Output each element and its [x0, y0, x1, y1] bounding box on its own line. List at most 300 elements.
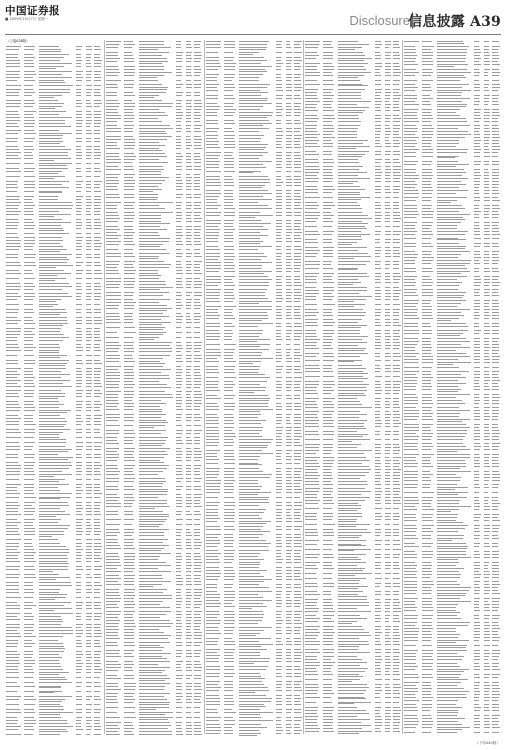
- text-line: [24, 377, 35, 378]
- text-line: [239, 167, 267, 168]
- text-line: [186, 494, 191, 495]
- text-line: [375, 460, 380, 461]
- text-line: [294, 235, 300, 236]
- text-line: [6, 566, 20, 567]
- text-line: [6, 120, 20, 121]
- text-line: [86, 270, 92, 271]
- text-line: [338, 414, 368, 415]
- text-line: [239, 259, 261, 260]
- text-line: [24, 505, 32, 506]
- text-line: [76, 660, 81, 661]
- text-line: [176, 548, 182, 549]
- text-line: [393, 360, 400, 361]
- text-line: [139, 433, 161, 434]
- text-line: [224, 279, 232, 280]
- text-line: [76, 429, 82, 430]
- text-line: [385, 287, 390, 288]
- text-line: [186, 106, 193, 107]
- text-line: [176, 322, 182, 323]
- text-line: [286, 641, 292, 642]
- text-line: [6, 92, 19, 93]
- text-line: [194, 539, 200, 540]
- text-line: [39, 301, 57, 302]
- text-line: [338, 460, 370, 461]
- text-line: [94, 508, 100, 509]
- text-line: [139, 361, 161, 362]
- text-line: [176, 189, 182, 190]
- text-line: [385, 605, 390, 606]
- text-line: [24, 54, 32, 55]
- text-line: [239, 220, 262, 221]
- text-line: [39, 97, 55, 98]
- text-line: [139, 131, 165, 132]
- text-line: [139, 302, 159, 303]
- text-line: [305, 234, 320, 235]
- text-line: [239, 238, 260, 239]
- text-line: [86, 555, 93, 556]
- text-line: [39, 648, 66, 649]
- text-line: [294, 167, 300, 168]
- text-line: [6, 289, 20, 290]
- text-line: [375, 615, 380, 616]
- text-line: [338, 72, 372, 73]
- text-line: [385, 463, 390, 464]
- text-line: [474, 46, 479, 47]
- text-line: [6, 158, 21, 159]
- text-line: [323, 488, 333, 489]
- text-line: [224, 559, 234, 560]
- text-line: [86, 442, 92, 443]
- text-line: [186, 437, 191, 438]
- text-line: [239, 312, 268, 313]
- text-line: [176, 468, 182, 469]
- text-line: [393, 621, 399, 622]
- text-line: [124, 369, 133, 370]
- text-line: [39, 555, 67, 556]
- text-line: [239, 147, 267, 148]
- text-line: [106, 524, 120, 525]
- text-line: [375, 89, 382, 90]
- text-line: [194, 471, 200, 472]
- text-line: [39, 552, 69, 553]
- text-line: [106, 189, 118, 190]
- text-line: [139, 246, 161, 247]
- text-line: [385, 562, 392, 563]
- text-line: [305, 282, 317, 283]
- text-line: [294, 414, 301, 415]
- text-line: [286, 512, 291, 513]
- text-line: [276, 47, 282, 48]
- text-line: [186, 319, 192, 320]
- text-line: [39, 202, 73, 203]
- text-line: [139, 550, 161, 551]
- text-line: [6, 117, 20, 118]
- text-line: [294, 390, 300, 391]
- text-line: [224, 395, 234, 396]
- text-line: [124, 256, 135, 257]
- text-line: [224, 655, 232, 656]
- text-line: [86, 539, 92, 540]
- text-line: [393, 226, 400, 227]
- text-line: [294, 298, 301, 299]
- text-line: [375, 356, 380, 357]
- text-line: [86, 100, 91, 101]
- text-line: [474, 61, 479, 62]
- text-line: [39, 726, 74, 727]
- text-line: [276, 333, 281, 334]
- text-line: [206, 66, 221, 67]
- text-line: [286, 727, 292, 728]
- text-line: [124, 728, 134, 729]
- text-line: [393, 562, 399, 563]
- text-line: [139, 664, 159, 665]
- text-line: [176, 332, 182, 333]
- text-line: [94, 660, 100, 661]
- text-line: [6, 49, 19, 50]
- text-line: [106, 584, 121, 585]
- text-line: [385, 384, 392, 385]
- text-line: [305, 118, 319, 119]
- text-line: [139, 275, 162, 276]
- text-line: [176, 598, 182, 599]
- text-line: [206, 74, 219, 75]
- text-line: [186, 375, 191, 376]
- text-line: [393, 322, 399, 323]
- text-line: [186, 131, 191, 132]
- text-line: [194, 420, 200, 421]
- text-line: [239, 464, 262, 465]
- text-line: [76, 289, 82, 290]
- text-line: [106, 601, 120, 602]
- text-line: [224, 537, 233, 538]
- text-line: [176, 440, 182, 441]
- text-line: [139, 672, 162, 673]
- text-line: [39, 368, 66, 369]
- text-line: [24, 168, 35, 169]
- text-line: [224, 652, 234, 653]
- text-line: [276, 423, 281, 424]
- text-line: [206, 256, 220, 257]
- text-line: [86, 262, 93, 263]
- text-line: [106, 581, 118, 582]
- text-line: [124, 226, 133, 227]
- text-line: [385, 279, 390, 280]
- text-line: [294, 333, 301, 334]
- text-line: [305, 342, 317, 343]
- text-line: [6, 77, 20, 78]
- text-line: [86, 374, 92, 375]
- text-line: [176, 497, 182, 498]
- text-line: [86, 202, 93, 203]
- text-line: [94, 657, 100, 658]
- text-line: [338, 299, 366, 300]
- text-line: [139, 287, 173, 288]
- text-line: [224, 617, 234, 618]
- text-line: [338, 95, 361, 96]
- text-line: [206, 193, 221, 194]
- text-line: [338, 169, 360, 170]
- text-line: [6, 138, 18, 139]
- text-line: [86, 273, 92, 274]
- text-line: [6, 508, 18, 509]
- column-text-block: [106, 40, 202, 736]
- text-line: [294, 529, 300, 530]
- text-line: [305, 172, 319, 173]
- text-line: [206, 658, 219, 659]
- text-line: [186, 381, 191, 382]
- text-line: [194, 632, 202, 633]
- text-line: [76, 534, 82, 535]
- text-line: [24, 309, 33, 310]
- text-line: [194, 535, 200, 536]
- text-line: [124, 460, 134, 461]
- text-line: [375, 44, 382, 45]
- text-line: [375, 659, 382, 660]
- text-line: [276, 427, 283, 428]
- text-line: [94, 636, 100, 637]
- masthead: [0, 0, 506, 40]
- text-line: [186, 295, 191, 296]
- text-line: [39, 699, 65, 700]
- text-line: [385, 420, 391, 421]
- text-line: [176, 626, 182, 627]
- text-line: [286, 193, 291, 194]
- text-line: [6, 574, 20, 575]
- text-line: [393, 178, 400, 179]
- text-line: [94, 309, 101, 310]
- text-line: [176, 215, 182, 216]
- text-line: [393, 131, 399, 132]
- text-line: [39, 610, 55, 611]
- text-line: [323, 491, 333, 492]
- text-line: [6, 418, 21, 419]
- text-line: [24, 574, 35, 575]
- text-line: [86, 666, 92, 667]
- text-line: [94, 149, 100, 150]
- text-line: [385, 481, 390, 482]
- text-line: [86, 211, 91, 212]
- text-line: [139, 468, 167, 469]
- text-line: [176, 278, 182, 279]
- text-line: [6, 273, 21, 274]
- text-line: [323, 226, 332, 227]
- text-line: [224, 271, 235, 272]
- text-line: [375, 649, 381, 650]
- text-line: [338, 469, 372, 470]
- text-line: [393, 460, 398, 461]
- text-line: [286, 63, 292, 64]
- text-line: [206, 638, 219, 639]
- text-line: [385, 208, 391, 209]
- text-line: [375, 481, 380, 482]
- text-line: [106, 136, 121, 137]
- text-line: [276, 208, 282, 209]
- text-line: [6, 484, 21, 485]
- text-line: [323, 384, 334, 385]
- text-line: [338, 166, 363, 167]
- text-line: [139, 448, 171, 449]
- text-line: [393, 239, 400, 240]
- text-line: [286, 633, 291, 634]
- text-line: [124, 635, 134, 636]
- text-line: [176, 556, 182, 557]
- text-line: [385, 319, 391, 320]
- text-line: [39, 106, 63, 107]
- text-line: [286, 326, 293, 327]
- text-line: [139, 623, 173, 624]
- text-line: [94, 643, 100, 644]
- text-line: [39, 720, 67, 721]
- text-line: [375, 247, 381, 248]
- text-line: [94, 77, 101, 78]
- text-line: [305, 273, 319, 274]
- text-line: [106, 348, 119, 349]
- text-line: [239, 714, 261, 715]
- text-line: [76, 152, 82, 153]
- text-line: [393, 63, 399, 64]
- text-line: [393, 250, 399, 251]
- text-line: [276, 41, 282, 42]
- text-line: [338, 500, 365, 501]
- text-line: [106, 471, 120, 472]
- text-line: [94, 191, 101, 192]
- text-line: [139, 632, 165, 633]
- text-line: [206, 579, 218, 580]
- text-line: [176, 571, 181, 572]
- text-line: [124, 229, 133, 230]
- text-line: [305, 72, 320, 73]
- text-line: [86, 602, 93, 603]
- text-line: [194, 261, 202, 262]
- text-line: [186, 489, 192, 490]
- text-line: [338, 463, 363, 464]
- text-line: [393, 143, 400, 144]
- text-line: [124, 638, 134, 639]
- text-line: [338, 58, 372, 59]
- text-line: [186, 635, 192, 636]
- text-line: [393, 472, 400, 473]
- text-line: [286, 611, 293, 612]
- text-line: [106, 292, 121, 293]
- text-line: [206, 649, 220, 650]
- text-line: [39, 251, 61, 252]
- text-line: [393, 481, 399, 482]
- text-line: [323, 268, 333, 269]
- text-line: [194, 497, 201, 498]
- text-line: [286, 509, 291, 510]
- text-line: [286, 152, 292, 153]
- text-line: [305, 401, 316, 402]
- text-line: [338, 674, 359, 675]
- text-line: [6, 619, 20, 620]
- text-line: [194, 712, 200, 713]
- text-line: [385, 674, 390, 675]
- text-line: [176, 186, 182, 187]
- text-line: [338, 41, 359, 42]
- text-line: [176, 139, 181, 140]
- text-line: [393, 125, 400, 126]
- text-line: [294, 518, 300, 519]
- text-line: [239, 100, 267, 101]
- text-line: [6, 106, 20, 107]
- text-line: [124, 75, 134, 76]
- text-line: [239, 459, 258, 460]
- text-line: [286, 98, 293, 99]
- text-line: [323, 439, 332, 440]
- text-line: [323, 309, 332, 310]
- text-line: [239, 202, 258, 203]
- text-line: [124, 497, 134, 498]
- text-line: [206, 556, 218, 557]
- text-line: [139, 61, 169, 62]
- text-line: [375, 484, 381, 485]
- text-line: [239, 395, 268, 396]
- text-line: [106, 532, 120, 533]
- text-line: [323, 151, 332, 152]
- text-line: [239, 215, 273, 216]
- text-line: [276, 279, 281, 280]
- text-line: [94, 669, 102, 670]
- text-line: [76, 205, 81, 206]
- text-line: [224, 123, 235, 124]
- text-line: [139, 689, 165, 690]
- text-line: [186, 686, 193, 687]
- text-line: [124, 471, 132, 472]
- text-line: [186, 661, 191, 662]
- text-line: [385, 296, 392, 297]
- text-line: [276, 326, 281, 327]
- text-line: [393, 549, 400, 550]
- text-line: [206, 215, 220, 216]
- text-line: [6, 347, 19, 348]
- text-line: [94, 95, 101, 96]
- text-line: [176, 180, 182, 181]
- text-line: [139, 529, 169, 530]
- text-line: [294, 190, 300, 191]
- text-line: [393, 376, 400, 377]
- text-line: [139, 516, 169, 517]
- text-line: [338, 339, 362, 340]
- text-line: [375, 63, 382, 64]
- text-line: [276, 403, 281, 404]
- text-line: [474, 72, 480, 73]
- text-line: [24, 323, 35, 324]
- text-line: [224, 594, 235, 595]
- text-line: [305, 250, 320, 251]
- text-line: [294, 594, 301, 595]
- text-line: [393, 276, 401, 277]
- text-line: [186, 197, 193, 198]
- text-line: [385, 414, 392, 415]
- text-line: [94, 490, 100, 491]
- text-line: [76, 616, 81, 617]
- text-line: [239, 330, 264, 331]
- text-line: [124, 678, 134, 679]
- text-line: [39, 511, 65, 512]
- text-line: [305, 466, 320, 467]
- text-line: [39, 216, 55, 217]
- text-line: [194, 302, 200, 303]
- text-line: [206, 176, 220, 177]
- text-line: [492, 41, 499, 42]
- text-line: [39, 679, 67, 680]
- text-line: [106, 229, 120, 230]
- text-line: [239, 573, 260, 574]
- text-line: [276, 617, 281, 618]
- text-line: [239, 692, 256, 693]
- text-line: [124, 506, 132, 507]
- text-line: [375, 80, 381, 81]
